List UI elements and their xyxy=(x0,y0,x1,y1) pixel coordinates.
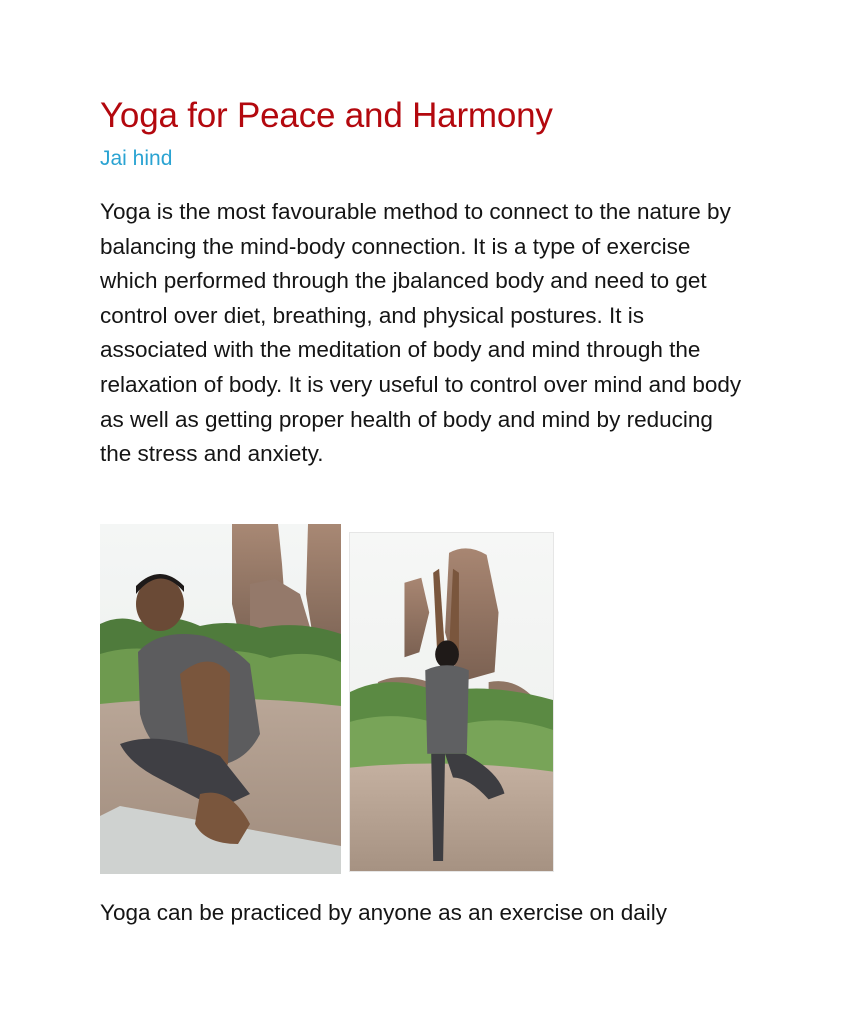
article-paragraph-1: Yoga is the most favourable method to connect to the nature by balancing the mind-body connection. It is a type of exercise which performed through the jbalanced body and need to get control over diet, breathing, and physical postures. It is associated with the meditation of body and mind through the relaxation of body. It is very useful to control over mind and body as well as getting proper health of body and mind by reducing the stress and anxiety. xyxy=(100,199,742,467)
article-author: Jai hind xyxy=(100,147,173,170)
article-paragraph-2: Yoga can be practiced by anyone as an exercise on daily xyxy=(100,900,668,925)
photo-row xyxy=(100,524,560,874)
yoga-photo-tree-pose xyxy=(349,532,554,872)
yoga-photo-eagle-pose xyxy=(100,524,341,874)
article-title: Yoga for Peace and Harmony xyxy=(100,96,553,135)
